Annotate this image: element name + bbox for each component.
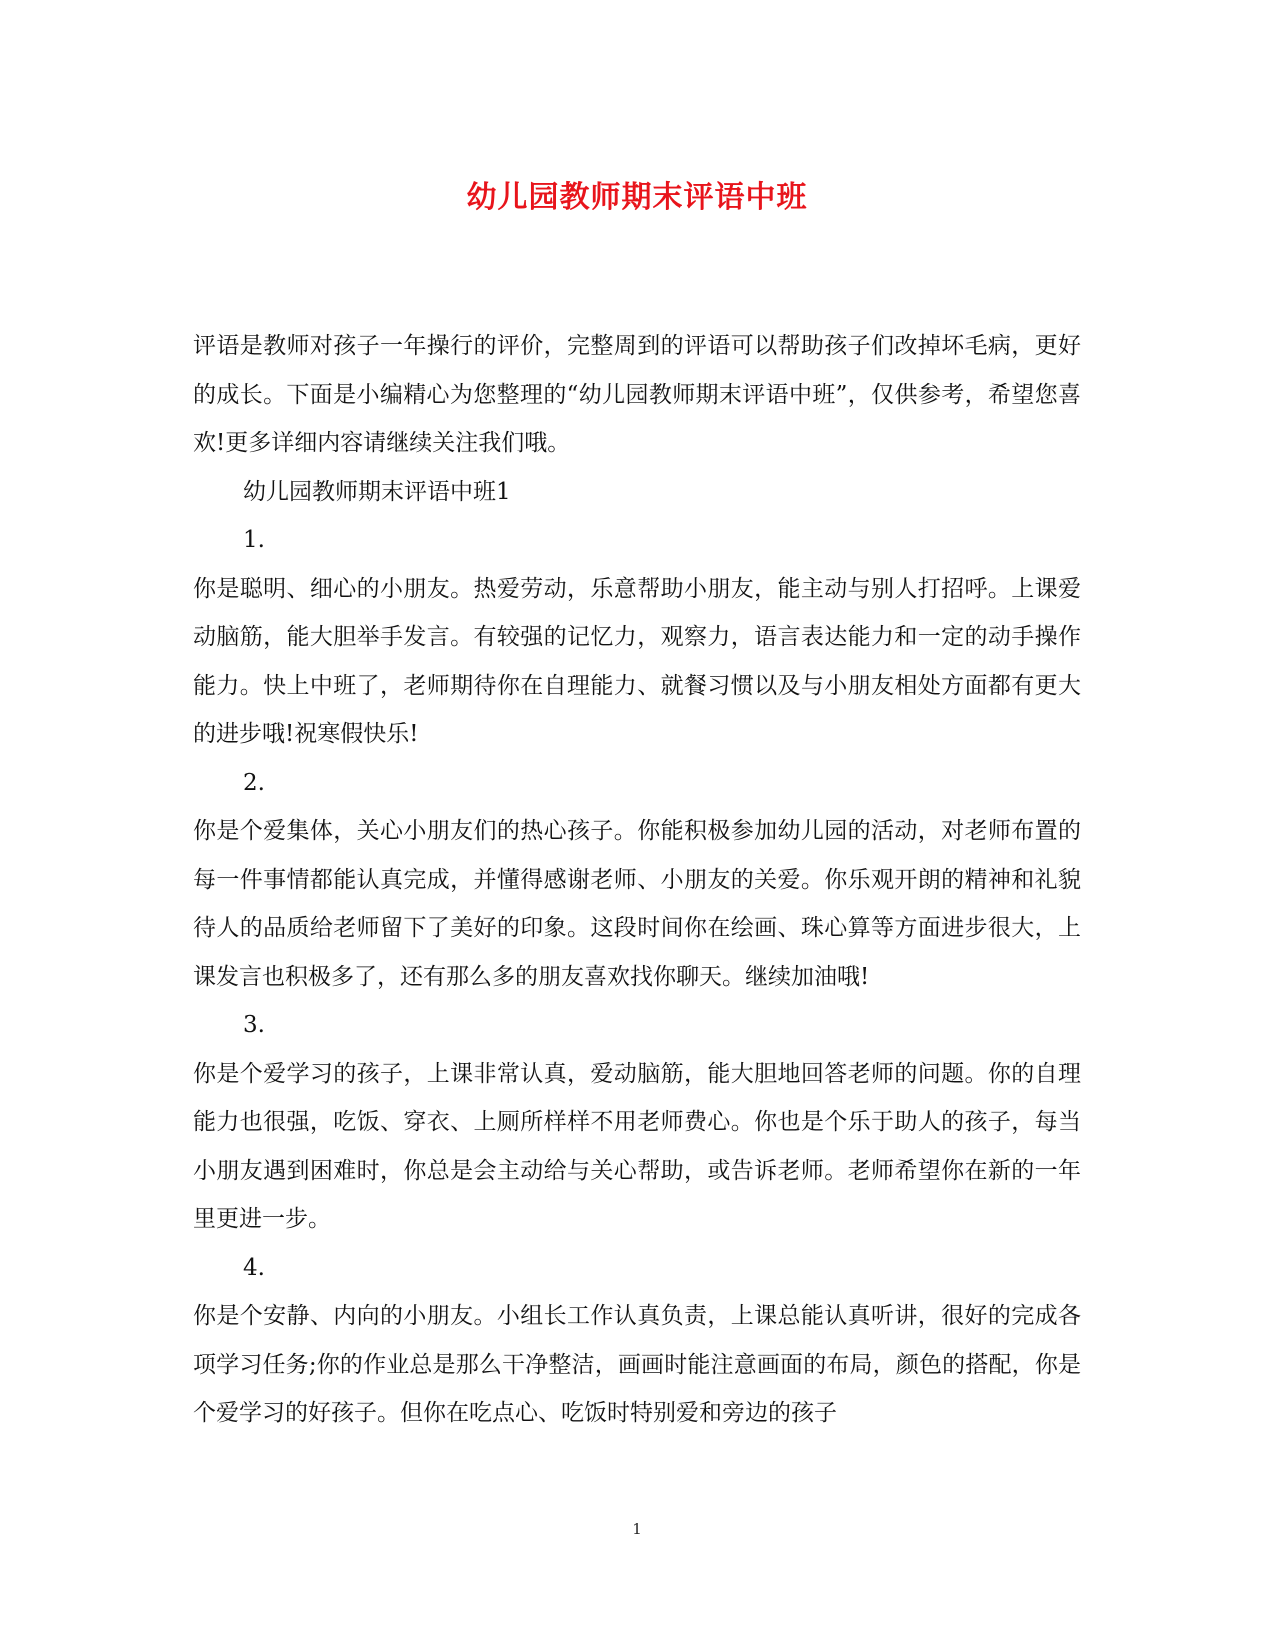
document-title: 幼儿园教师期末评语中班 — [466, 180, 808, 215]
item-number: 1. — [243, 527, 265, 553]
item-text: 你是个安静、内向的小朋友。小组长工作认真负责，上课总能认真听讲，很好的完成各项学习任务;你的作业总是那么干净整洁，画画时能注意画面的布局，颜色的搭配，你是个爱学习的好孩子。但你在吃点心、吃饭时特别爱和旁边的孩子 — [193, 1303, 1081, 1426]
document-body — [193, 322, 1081, 1438]
item-text: 你是个爱学习的孩子，上课非常认真，爱动脑筋，能大胆地回答老师的问题。你的自理能力也很强，吃饭、穿衣、上厕所样样不用老师费心。你也是个乐于助人的孩子，每当小朋友遇到困难时，你总是会主动给与关心帮助，或告诉老师。老师希望你在新的一年里更进一步。 — [193, 1060, 1081, 1232]
item-text: 你是聪明、细心的小朋友。热爱劳动，乐意帮助小朋友，能主动与别人打招呼。上课爱动脑筋，能大胆举手发言。有较强的记忆力，观察力，语言表达能力和一定的动手操作能力。快上中班了，老师期待你在自理能力、就餐习惯以及与小朋友相处方面都有更大的进步哦!祝寒假快乐! — [193, 575, 1081, 747]
item-number: 4. — [243, 1254, 265, 1281]
page-number: 1 — [632, 1520, 642, 1538]
item-number: 3. — [243, 1012, 265, 1038]
section-heading: 幼儿园教师期末评语中班1 — [243, 478, 511, 505]
intro-paragraph: 评语是教师对孩子一年操行的评价，完整周到的评语可以帮助孩子们改掉坏毛病，更好的成长。下面是小编精心为您整理的“幼儿园教师期末评语中班”，仅供参考，希望您喜欢!更多详细内容请继续关注我们哦。 — [193, 333, 1081, 456]
item-number: 2. — [243, 769, 265, 796]
item-text: 你是个爱集体，关心小朋友们的热心孩子。你能积极参加幼儿园的活动，对老师布置的每一件事情都能认真完成，并懂得感谢老师、小朋友的关爱。你乐观开朗的精神和礼貌待人的品质给老师留下了美好的印象。这段时间你在绘画、珠心算等方面进步很大，上课发言也积极多了，还有那么多的朋友喜欢找你聊天。继续加油哦! — [193, 818, 1081, 990]
